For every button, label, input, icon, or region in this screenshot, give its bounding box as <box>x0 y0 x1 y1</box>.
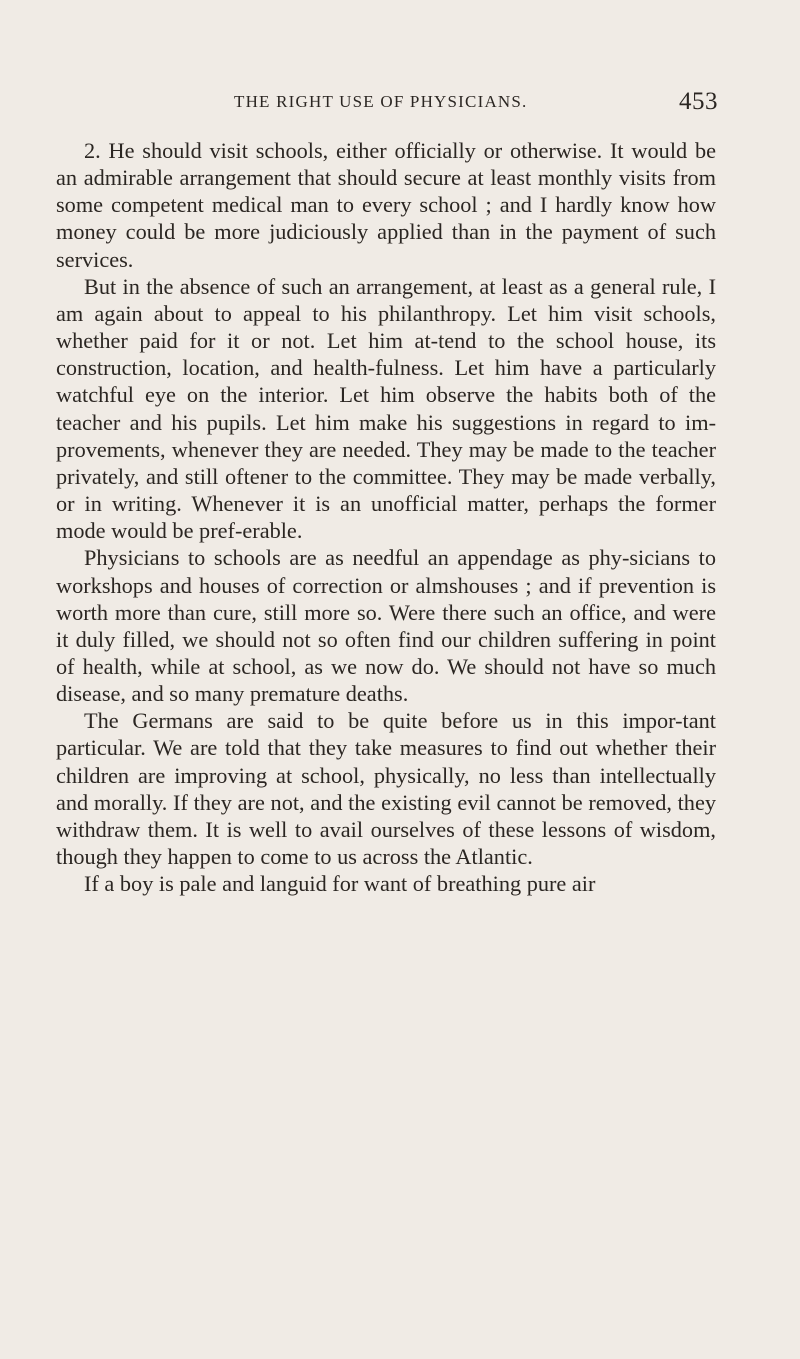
page-number: 453 <box>679 88 718 115</box>
paragraph-visit-schools: 2. He should visit schools, either officially or otherwise. It would be an admirable arrangement that should secure at least monthly visits from some competent medical man to every school ; and I hardly know how money could be more judiciously applied than in the payment of such services. <box>56 138 716 272</box>
paragraph-germans: The Germans are said to be quite before us in this impor-tant particular. We are told that they take measures to find out whether their children are improving at school, physically, no less than intellectually and morally. If they are not, and the existing evil cannot be removed, they withdraw them. It is well to avail ourselves of these lessons of wisdom, though they happen to come to us across the Atlantic. <box>56 708 716 870</box>
paragraph-physicians-to-schools: Physicians to schools are as needful an appendage as phy-sicians to workshops and houses of correction or almshouses ; and if prevention is worth more than cure, still more so. Were there such an office, and were it duly filled, we should not so often find our children suffering in point of health, while at school, as we now do. We should not have so much disease, and so many premature deaths. <box>56 545 716 707</box>
running-header <box>234 88 718 118</box>
body-text <box>56 137 716 897</box>
paragraph-philanthropy: But in the absence of such an arrangement, at least as a general rule, I am again about to appeal to his philanthropy. Let him visit schools, whether paid for it or not. Let him at-tend to the school house, its construction, location, and health-fulness. Let him have a particularly watchful eye on the interior. Let him observe the habits both of the teacher and his pupils. Let him make his suggestions in regard to im-provements, whenever they are needed. They may be made to the teacher privately, and still oftener to the committee. They may be made verbally, or in writing. Whenever it is an unofficial matter, perhaps the former mode would be pref-erable. <box>56 273 716 544</box>
paragraph-pale-boy: If a boy is pale and languid for want of breathing pure air <box>84 871 596 897</box>
running-title: THE RIGHT USE OF PHYSICIANS. <box>234 92 528 111</box>
